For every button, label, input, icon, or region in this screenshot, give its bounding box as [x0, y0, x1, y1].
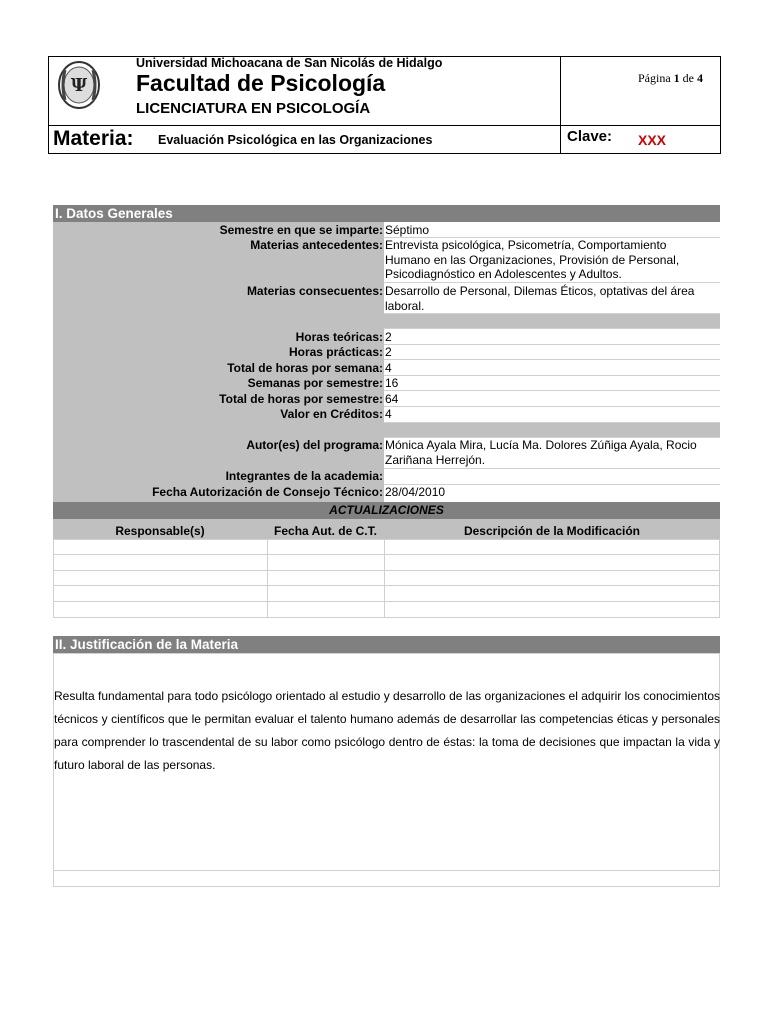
materia-value: Evaluación Psicológica en las Organizaciones	[158, 133, 433, 147]
page-indicator: Página 1 de 4	[638, 71, 703, 85]
university-seal-icon	[57, 60, 101, 110]
label-total-semestre: Total de horas por semestre:	[219, 392, 383, 406]
value-creditos: 4	[385, 407, 392, 421]
actualizaciones-title: ACTUALIZACIONES	[53, 502, 720, 519]
label-antecedentes: Materias antecedentes:	[250, 238, 383, 252]
table-row-line	[53, 539, 720, 540]
university-name: Universidad Michoacana de San Nicolás de Hidalgo	[136, 56, 443, 70]
materia-label: Materia:	[53, 127, 134, 150]
value-total-semana: 4	[385, 361, 392, 375]
label-semanas: Semanas por semestre:	[247, 376, 383, 390]
table-row-line	[53, 585, 720, 586]
label-autores: Autor(es) del programa:	[246, 438, 383, 452]
cell-line	[384, 328, 720, 329]
datos-generales-title: I. Datos Generales	[53, 205, 720, 222]
table-col-line	[719, 539, 720, 617]
col-descripcion: Descripción de la Modificación	[384, 519, 720, 539]
header-row-divider	[48, 125, 721, 126]
label-consecuentes: Materias consecuentes:	[246, 284, 383, 298]
cell-line	[384, 313, 720, 314]
justificacion-text: Resulta fundamental para todo psicólogo orientado al estudio y desarrollo de las organizaciones el adquirir los conocimientos técnicos y científicos que le permitan evaluar el talento humano además de desarrollar las competencias éticas y personales para comprender lo trascendental de su labor como psicólogo dentro de éstas: la toma de decisiones que impactan la vida y futuro laboral de las personas.	[54, 689, 720, 772]
value-horas-practicas: 2	[385, 345, 392, 359]
table-row-line	[53, 601, 720, 602]
spacer-row	[384, 422, 720, 437]
value-horas-teoricas: 2	[385, 330, 392, 344]
cell-line	[384, 468, 720, 469]
col-fecha: Fecha Aut. de C.T.	[267, 519, 384, 539]
table-col-line	[53, 539, 54, 617]
header-divider	[560, 56, 561, 154]
justificacion-title: II. Justificación de la Materia	[53, 636, 720, 653]
table-row-line	[53, 617, 720, 618]
cell-line	[384, 282, 720, 283]
value-semestre: Séptimo	[385, 223, 430, 237]
table-row-line	[53, 554, 720, 555]
table-col-line	[267, 539, 268, 617]
col-responsable: Responsable(s)	[53, 519, 267, 539]
svg-text:Ψ: Ψ	[70, 75, 88, 96]
spacer-row	[384, 313, 720, 328]
value-semanas: 16	[385, 376, 399, 390]
label-horas-teoricas: Horas teóricas:	[295, 330, 383, 344]
value-consecuentes: Desarrollo de Personal, Dilemas Éticos, optativas del área laboral.	[385, 284, 695, 313]
value-fecha-ct: 28/04/2010	[385, 485, 446, 499]
value-antecedentes: Entrevista psicológica, Psicometría, Comportamiento Humano en las Organizaciones, Provisión de Personal, Psicodiagnóstico en Adolescentes y Adultos.	[385, 238, 680, 281]
table-col-line	[384, 539, 385, 617]
label-total-semana: Total de horas por semana:	[227, 361, 383, 375]
label-creditos: Valor en Créditos:	[280, 407, 383, 421]
label-semestre: Semestre en que se imparte:	[219, 223, 383, 237]
clave-label: Clave:	[567, 128, 613, 145]
value-autores: Mónica Ayala Mira, Lucía Ma. Dolores Zúñiga Ayala, Rocio Zariñana Herrejón.	[385, 438, 697, 467]
label-fecha-ct: Fecha Autorización de Consejo Técnico:	[152, 485, 383, 499]
value-total-semestre: 64	[385, 392, 399, 406]
program-name: LICENCIATURA EN PSICOLOGÍA	[136, 100, 371, 117]
justificacion-row-line	[53, 870, 720, 871]
table-row-line	[53, 570, 720, 571]
clave-value: XXX	[638, 132, 667, 148]
cell-line	[384, 422, 720, 423]
label-academia: Integrantes de la academia:	[225, 469, 383, 483]
faculty-name: Facultad de Psicología	[136, 70, 386, 96]
label-horas-practicas: Horas prácticas:	[288, 345, 383, 359]
